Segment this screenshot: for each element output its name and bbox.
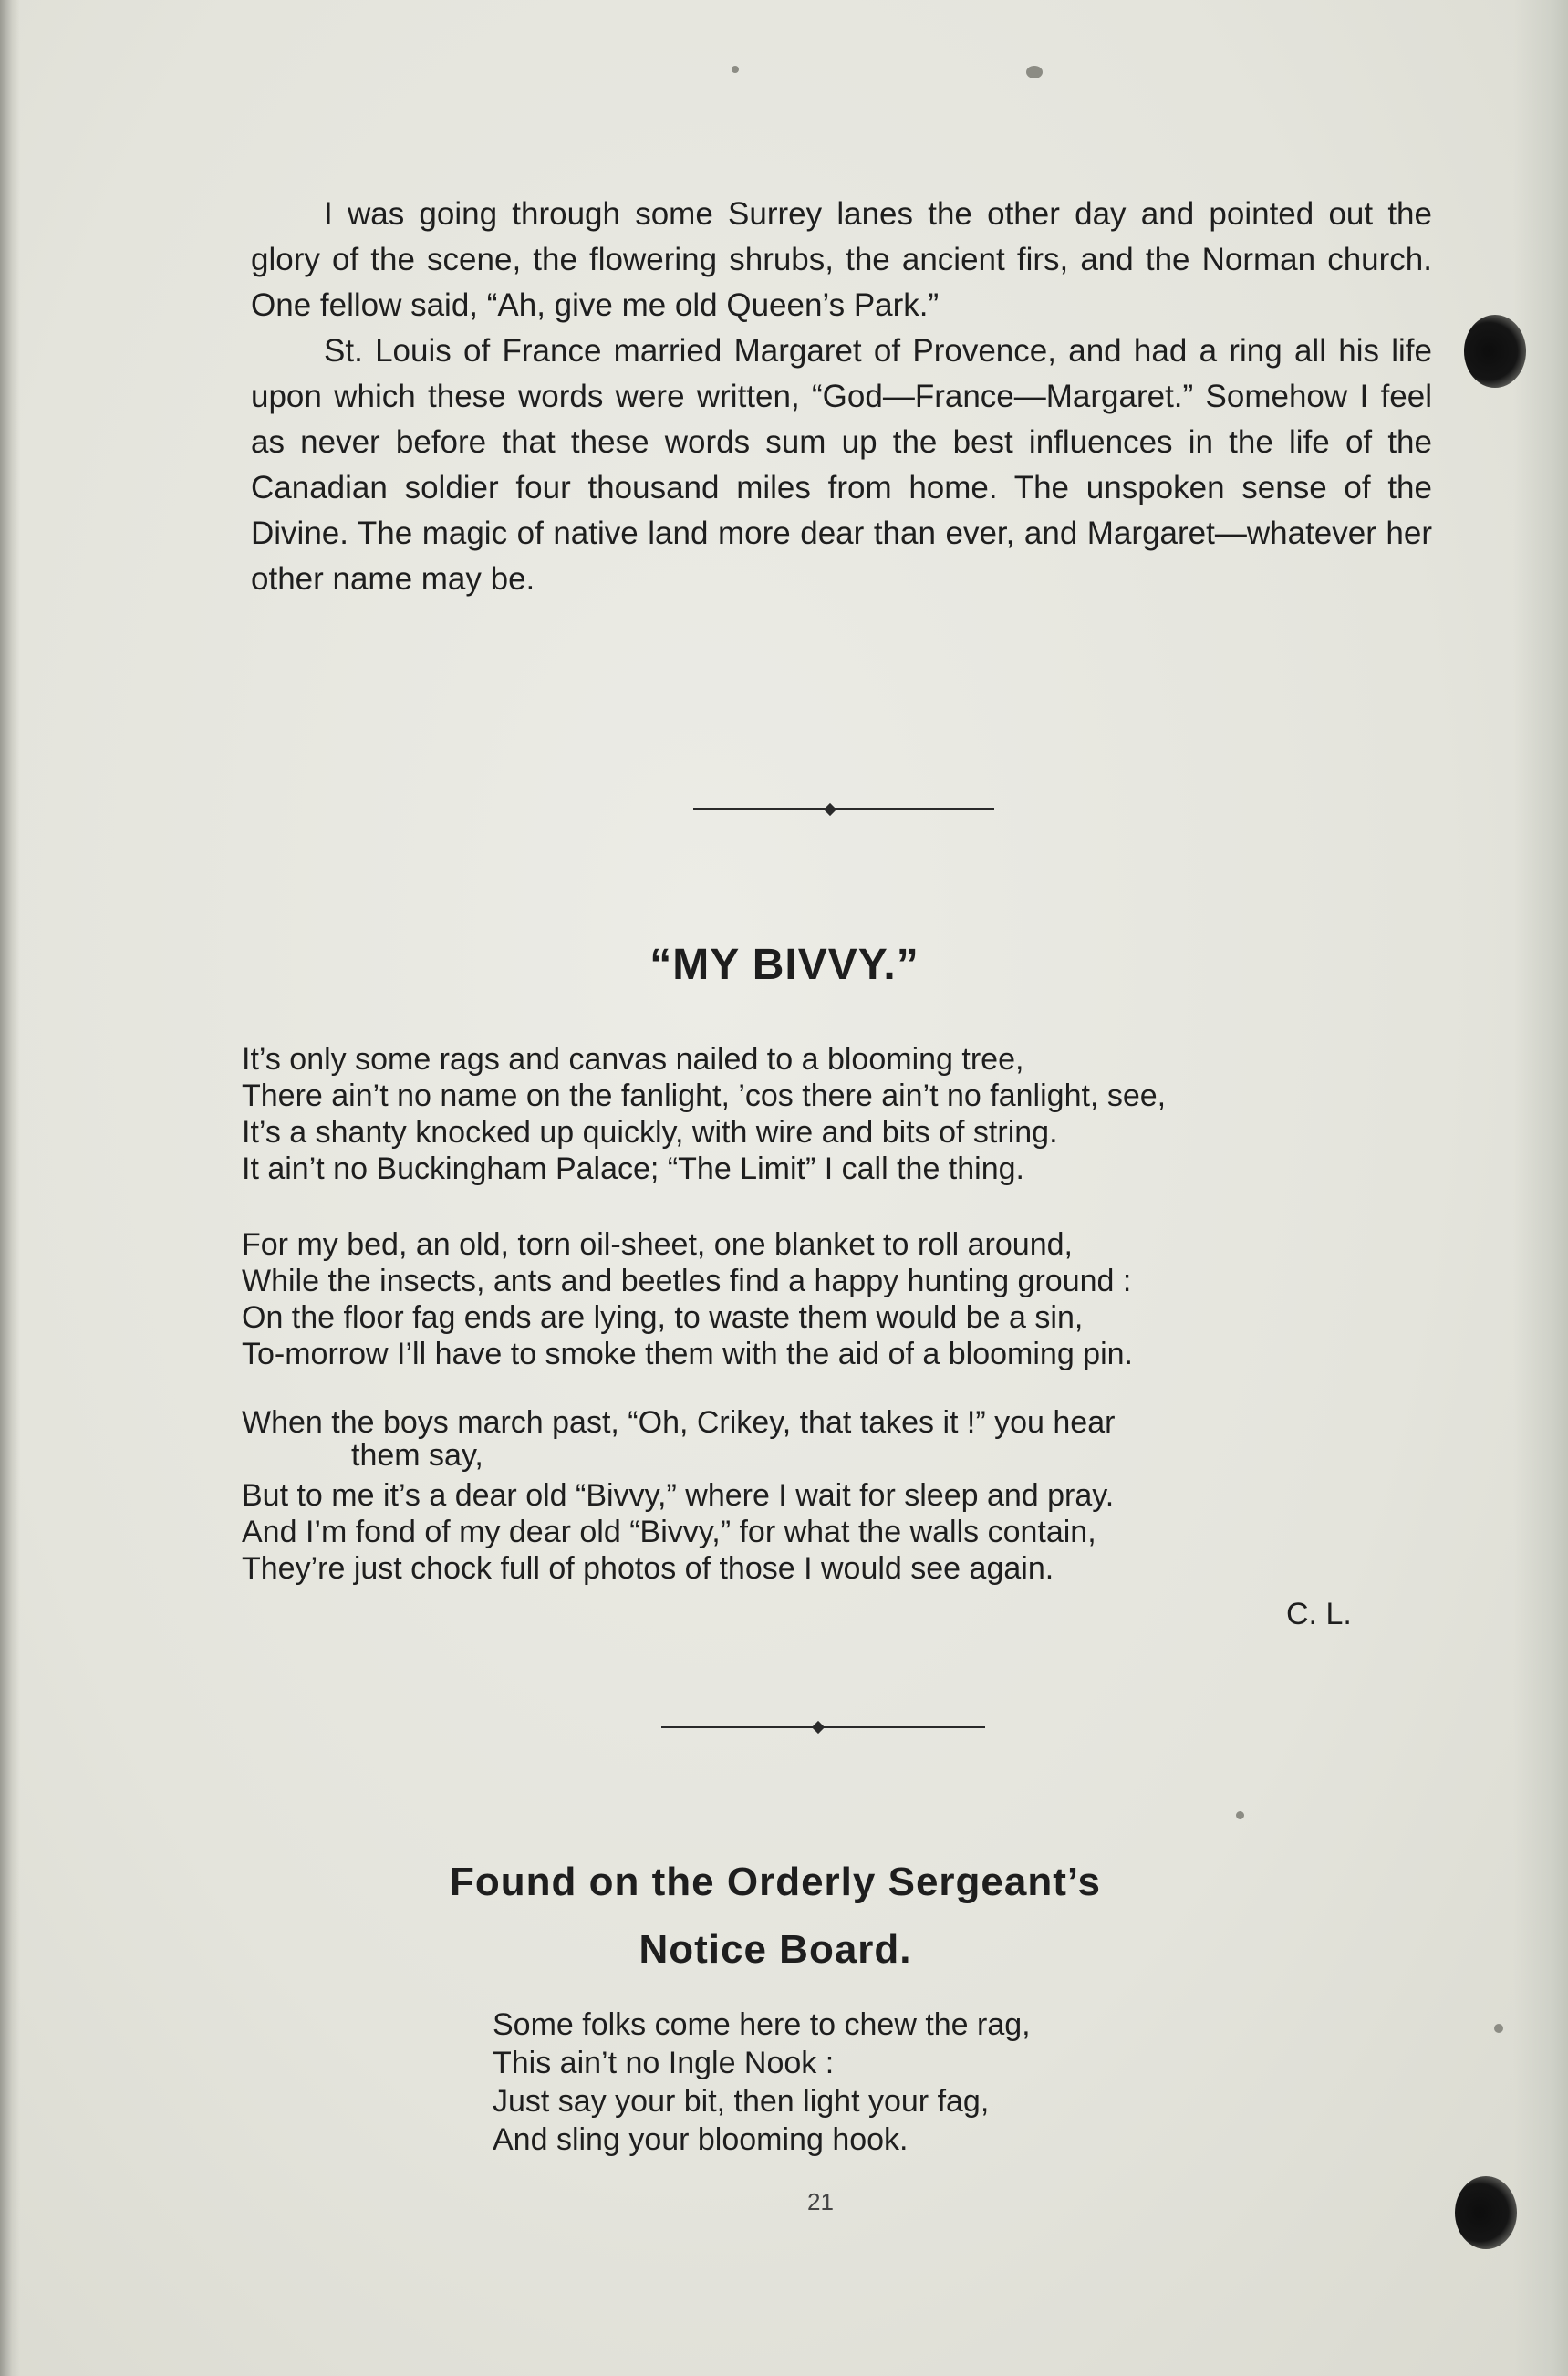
notice-line: This ain’t no Ingle Nook :: [493, 2046, 835, 2080]
page-gutter-shadow: [0, 0, 20, 2376]
poem-line: For my bed, an old, torn oil-sheet, one blanket to roll around,: [242, 1227, 1073, 1262]
paper-speck: [732, 66, 739, 73]
poem-signature: C. L.: [1286, 1597, 1352, 1631]
paper-speck: [1494, 2024, 1503, 2033]
page-number: 21: [807, 2188, 834, 2215]
poem-line: But to me it’s a dear old “Bivvy,” where I wait for sleep and pray.: [242, 1478, 1115, 1513]
poem-line: There ain’t no name on the fanlight, ’cos there ain’t no fanlight, see,: [242, 1079, 1167, 1113]
notice-line: And sling your blooming hook.: [493, 2122, 909, 2157]
poem-line: It’s only some rags and canvas nailed to a blooming tree,: [242, 1042, 1024, 1077]
poem-line: While the insects, ants and beetles find a happy hunting ground :: [242, 1264, 1132, 1298]
notice-line: Just say your bit, then light your fag,: [493, 2084, 990, 2119]
notice-title-line2: Notice Board.: [639, 1927, 912, 1972]
notice-line: Some folks come here to chew the rag,: [493, 2007, 1031, 2042]
poem-line: On the floor fag ends are lying, to waste them would be a sin,: [242, 1300, 1084, 1335]
poem-line: When the boys march past, “Oh, Crikey, that takes it !” you hear: [242, 1405, 1116, 1440]
poem-line: them say,: [351, 1438, 483, 1473]
poem-line: It’s a shanty knocked up quickly, with wire and bits of string.: [242, 1115, 1058, 1150]
section-divider: [693, 808, 994, 810]
paper-speck: [1026, 66, 1043, 78]
poem-line: To-morrow I’ll have to smoke them with the aid of a blooming pin.: [242, 1337, 1134, 1371]
essay-paragraph: St. Louis of France married Margaret of Provence, and had a ring all his life upon which these words were written, “God—France—Margaret.” Somehow I feel as never before that these words sum up the best influences in the life of the Canadian soldier four thousand miles from home. The unspoken sense of the Divine. The magic of native land more dear than ever, and Margaret—whatever her other name may be.: [251, 333, 1432, 597]
essay-text: [251, 192, 1432, 602]
paper-speck: [1236, 1811, 1244, 1819]
notice-title-line1: Found on the Orderly Sergeant’s: [450, 1860, 1101, 1904]
poem-line: It ain’t no Buckingham Palace; “The Limit” I call the thing.: [242, 1152, 1024, 1186]
poem-line: And I’m fond of my dear old “Bivvy,” for what the walls contain,: [242, 1515, 1096, 1549]
binding-hole-bottom: [1455, 2176, 1517, 2249]
binding-hole-top: [1464, 315, 1526, 388]
poem-line: They’re just chock full of photos of those I would see again.: [242, 1551, 1054, 1586]
essay-paragraph: I was going through some Surrey lanes the other day and pointed out the glory of the scene, the flowering shrubs, the ancient firs, and the Norman church. One fellow said, “Ah, give me old Queen’s Park.”: [251, 196, 1432, 323]
poem-title: “MY BIVVY.”: [649, 941, 919, 989]
